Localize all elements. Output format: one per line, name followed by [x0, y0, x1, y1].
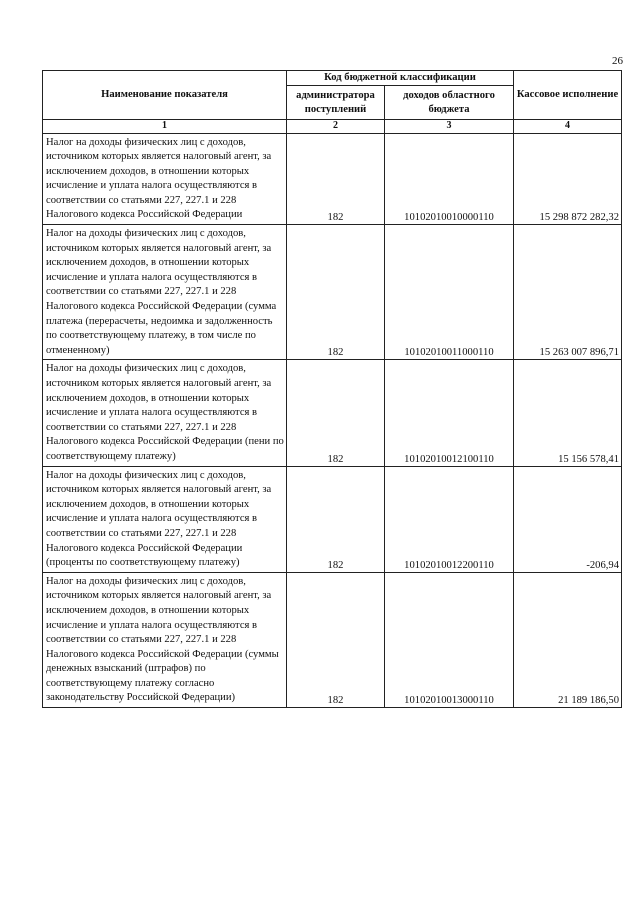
row-admin-code: 182: [287, 225, 385, 360]
row-amount: 15 263 007 896,71: [514, 225, 622, 360]
col-number-4: 4: [514, 120, 622, 134]
row-admin-code: 182: [287, 466, 385, 572]
row-name: Налог на доходы физических лиц с доходов, источником которых является налоговый агент, за исключением доходов, в отношении которых исчисление и уплата налога осуществляются в соответствии со статьями 227, 227.1 и 228 Налогового кодекса Российской Федерации: [43, 133, 287, 225]
row-amount: -206,94: [514, 466, 622, 572]
row-amount: 15 298 872 282,32: [514, 133, 622, 225]
row-admin-code: 182: [287, 572, 385, 707]
header-income: доходов областного бюджета: [385, 86, 514, 120]
row-amount: 15 156 578,41: [514, 360, 622, 466]
row-budget-code: 10102010013000110: [385, 572, 514, 707]
row-budget-code: 10102010011000110: [385, 225, 514, 360]
header-admin: администратора поступлений: [287, 86, 385, 120]
row-name: Налог на доходы физических лиц с доходов, источником которых является налоговый агент, за исключением доходов, в отношении которых исчисление и уплата налога осуществляются в соответствии со статьями 227, 227.1 и 228 Налогового кодекса Российской Федерации (сумма платежа (перерасчеты, недоимка и задолженность по соответствующему платежу, в том числе по отмененному): [43, 225, 287, 360]
page-number: 26: [612, 55, 623, 67]
header-code-group: Код бюджетной классификации: [287, 71, 514, 86]
row-admin-code: 182: [287, 133, 385, 225]
row-budget-code: 10102010012100110: [385, 360, 514, 466]
table-body: [43, 133, 622, 708]
table-row: [43, 572, 622, 707]
row-admin-code: 182: [287, 360, 385, 466]
col-number-3: 3: [385, 120, 514, 134]
row-amount: 21 189 186,50: [514, 572, 622, 707]
table-header: [43, 71, 622, 134]
row-name: Налог на доходы физических лиц с доходов, источником которых является налоговый агент, за исключением доходов, в отношении которых исчисление и уплата налога осуществляются в соответствии со статьями 227, 227.1 и 228 Налогового кодекса Российской Федерации (суммы денежных взысканий (штрафов) по соответствующему платежу согласно законодательству Российской Федерации): [43, 572, 287, 707]
col-number-1: 1: [43, 120, 287, 134]
table-row: [43, 466, 622, 572]
row-name: Налог на доходы физических лиц с доходов, источником которых является налоговый агент, за исключением доходов, в отношении которых исчисление и уплата налога осуществляются в соответствии со статьями 227, 227.1 и 228 Налогового кодекса Российской Федерации (пени по соответствующему платежу): [43, 360, 287, 466]
budget-table: [42, 70, 622, 708]
row-name: Налог на доходы физических лиц с доходов, источником которых является налоговый агент, за исключением доходов, в отношении которых исчисление и уплата налога осуществляются в соответствии со статьями 227, 227.1 и 228 Налогового кодекса Российской Федерации (проценты по соответствующему платежу): [43, 466, 287, 572]
header-execution: Кассовое исполнение: [514, 71, 622, 120]
row-budget-code: 10102010012200110: [385, 466, 514, 572]
col-number-2: 2: [287, 120, 385, 134]
table-row: [43, 225, 622, 360]
table-row: [43, 360, 622, 466]
row-budget-code: 10102010010000110: [385, 133, 514, 225]
header-name: Наименование показателя: [43, 71, 287, 120]
table-row: [43, 133, 622, 225]
